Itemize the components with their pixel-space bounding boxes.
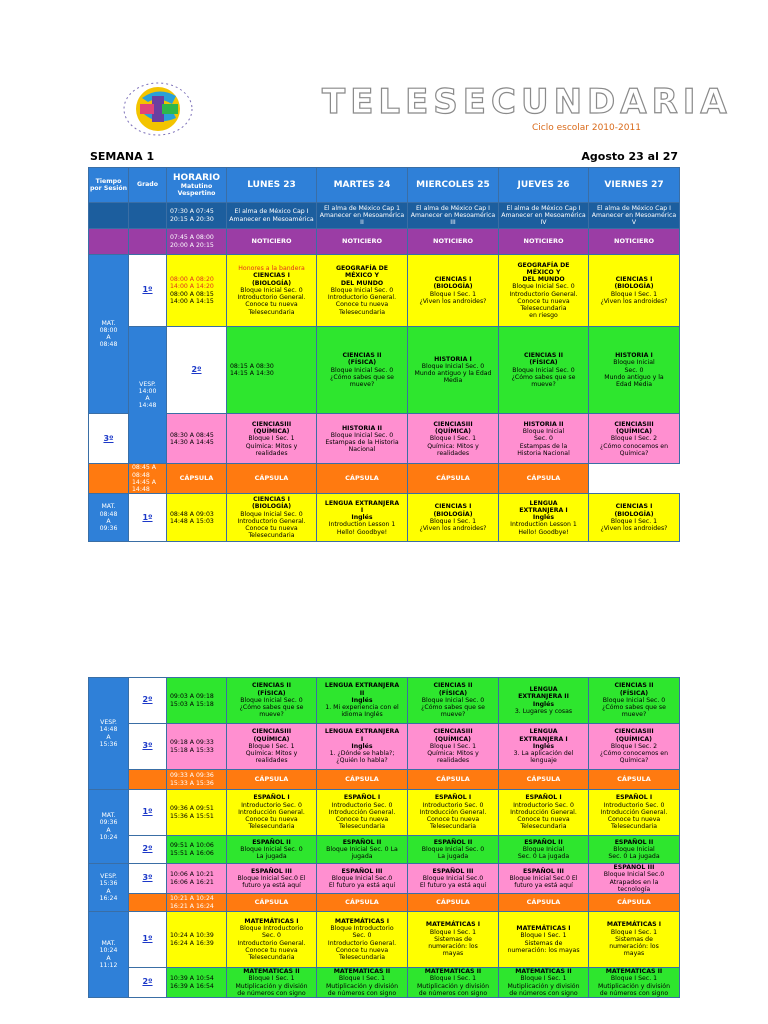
schedule-row (89, 678, 680, 724)
class-cell: ESPAÑOL II Bloque Inicial Sec. 0 La jugada (227, 836, 317, 864)
grade-link-cell (129, 724, 167, 770)
telesecundaria-logo (118, 76, 200, 138)
time-slot-cell: 10:21 A 10:24 16:21 A 16:24 (167, 894, 227, 912)
header-day-friday: VIERNES 27 (589, 168, 680, 203)
class-cell: HISTORIA II Bloque Inicial Sec. 0 Estampas de la Historia Nacional (317, 414, 408, 464)
time-slot-cell: 08:15 A 08:30 14:15 A 14:30 (227, 327, 317, 414)
week-label: SEMANA 1 (90, 150, 155, 163)
grade-link[interactable]: 2º (142, 977, 153, 987)
class-cell: CIENCIASIII (QUÍMICA) Bloque I Sec. 2 ¿Cómo conocemos en Química? (589, 724, 680, 770)
header-day-thursday: JUEVES 26 (499, 168, 589, 203)
class-cell: Honores a la bandera CIENCIAS I (BIOLOGÍA) Bloque Inicial Sec. 0 Introductorio General. Conoce tu nueva Telesecundaria (227, 255, 317, 327)
grade-link[interactable]: 3º (142, 873, 153, 883)
class-cell: HISTORIA II Bloque Inicial Sec. 0 Estampas de la Historia Nacional (499, 414, 589, 464)
session-time-cell: MAT. 10:24 A 11:12 (89, 912, 129, 998)
class-cell: CIENCIAS I (BIOLOGÍA) Bloque I Sec. 1 ¿Viven los androides? (589, 494, 680, 542)
class-cell: CÁPSULA (227, 894, 317, 912)
schedule-row (89, 255, 680, 327)
class-cell: ESPAÑOL II Bloque Inicial Sec. 0 La jugada (317, 836, 408, 864)
time-slot-cell: 08:30 A 08:45 14:30 A 14:45 (167, 414, 227, 464)
schedule-table-page-2 (88, 677, 680, 998)
grade-link-cell (167, 327, 227, 414)
class-cell: CÁPSULA (167, 464, 227, 494)
class-cell: ESPAÑOL III Bloque Inicial Sec.0 El futuro ya está aquí (227, 864, 317, 894)
class-cell: CIENCIAS II (FÍSICA) Bloque Inicial Sec. 0 ¿Cómo sabes que se mueve? (589, 678, 680, 724)
time-slot-cell: 08:45 A 08:48 14:45 A 14:48 (129, 464, 167, 494)
class-cell: CIENCIASIII (QUÍMICA) Bloque I Sec. 1 Química: Mitos y realidades (408, 414, 499, 464)
schedule-row (89, 494, 680, 542)
class-cell: CIENCIAS II (FÍSICA) Bloque Inicial Sec. 0 ¿Cómo sabes que se mueve? (499, 327, 589, 414)
class-cell: ESPAÑOL I Introductorio Sec. 0 Introducción General. Conoce tu nueva Telesecundaria (317, 790, 408, 836)
grade-link[interactable]: 1º (142, 512, 153, 522)
class-cell: MATEMÁTICAS II Bloque I Sec. 1 Mutiplicación y división de números con signo (227, 968, 317, 998)
grade-link-cell (89, 414, 129, 464)
class-cell: ESPAÑOL II Bloque Inicial Sec. 0 La jugada (499, 836, 589, 864)
schedule-row (89, 229, 680, 255)
grade-cell-empty (129, 770, 167, 790)
header-day-tuesday: MARTES 24 (317, 168, 408, 203)
class-cell: CIENCIAS I (BIOLOGÍA) Bloque I Sec. 1 ¿Viven los androides? (408, 255, 499, 327)
brand-title: TELESECUNDARIA (322, 82, 732, 122)
schedule-row (89, 464, 680, 494)
time-slot-cell: 09:18 A 09:33 15:18 A 15:33 (167, 724, 227, 770)
class-cell: CIENCIAS I (BIOLOGÍA) Bloque Inicial Sec. 0 Introductorio General. Conoce tu nueva Telesecundaria (227, 494, 317, 542)
class-cell: CÁPSULA (317, 464, 408, 494)
class-cell: MATEMÁTICAS II Bloque I Sec. 1 Mutiplicación y división de números con signo (317, 968, 408, 998)
class-cell: CIENCIASIII (QUÍMICA) Bloque I Sec. 1 Química: Mitos y realidades (227, 414, 317, 464)
class-cell: HISTORIA I Bloque Inicial Sec. 0 Mundo antiguo y la Edad Media (589, 327, 680, 414)
schedule-row (89, 724, 680, 770)
session-time-cell: VESP. 14:00 A 14:48 (129, 327, 167, 464)
grade-link[interactable]: 1º (142, 934, 153, 944)
grade-link[interactable]: 3º (103, 433, 114, 443)
grade-cell-empty (129, 894, 167, 912)
schedule-row (89, 912, 680, 968)
header-horario: HORARIO Matutino Vespertino (167, 168, 227, 203)
time-slot-cell: 10:39 A 10:54 16:39 A 16:54 (167, 968, 227, 998)
class-cell: HISTORIA I Bloque Inicial Sec. 0 Mundo antiguo y la Edad Media (408, 327, 499, 414)
schedule-row (89, 864, 680, 894)
header-grado: Grado (129, 168, 167, 203)
class-cell: LENGUA EXTRANJERA I Inglés Introduction Lesson 1 Hello! Goodbye! (499, 494, 589, 542)
time-slot-cell: 10:06 A 10:21 16:06 A 16:21 (167, 864, 227, 894)
class-cell: CÁPSULA (227, 770, 317, 790)
class-cell: El alma de México Cap I Amanecer en Mesoamérica V (589, 203, 680, 229)
schedule-row (89, 327, 680, 414)
class-cell: El alma de México Cap I Amanecer en Mesoamérica IV (499, 203, 589, 229)
grade-link-cell (129, 494, 167, 542)
class-cell: LENGUA EXTRANJERA I Inglés Introduction Lesson 1 Hello! Goodbye! (317, 494, 408, 542)
time-slot-cell: 09:36 A 09:51 15:36 A 15:51 (167, 790, 227, 836)
schedule-row (89, 203, 680, 229)
class-cell: MATEMÁTICAS I Bloque Introductorio Sec. 0 Introductorio General. Conoce tu nueva Telesecundaria (227, 912, 317, 968)
class-cell: MATEMÁTICAS I Bloque I Sec. 1 Sistemas de numeración: los mayas (589, 912, 680, 968)
class-cell: ESPAÑOL I Introductorio Sec. 0 Introducción General. Conoce tu nueva Telesecundaria (408, 790, 499, 836)
header-day-monday: LUNES 23 (227, 168, 317, 203)
time-slot-cell: 08:00 A 08:20 14:00 A 14:20 08:00 A 08:15 14:00 A 14:15 (167, 255, 227, 327)
grade-link[interactable]: 2º (142, 695, 153, 705)
class-cell: GEOGRAFÍA DE MÉXICO Y DEL MUNDO Bloque Inicial Sec. 0 Introductorio General. Conoce tu nueva Telesecundaria en riesgo (499, 255, 589, 327)
schedule-table-page-1 (88, 167, 680, 542)
header-day-wednesday: MIERCOLES 25 (408, 168, 499, 203)
time-slot-cell: 09:33 A 09:36 15:33 A 15:36 (167, 770, 227, 790)
class-cell: CÁPSULA (499, 464, 589, 494)
class-cell: MATEMÁTICAS I Bloque I Sec. 1 Sistemas de numeración: los mayas (499, 912, 589, 968)
time-slot-cell: 10:24 A 10:39 16:24 A 16:39 (167, 912, 227, 968)
session-time-cell: VESP. 15:36 A 16:24 (89, 864, 129, 912)
schedule-row (89, 790, 680, 836)
class-cell: CIENCIAS I (BIOLOGÍA) Bloque I Sec. 1 ¿Viven los androides? (589, 255, 680, 327)
schedule-row (89, 836, 680, 864)
session-time-cell: MAT. 09:36 A 10:24 (89, 790, 129, 864)
time-slot-cell: 09:03 A 09:18 15:03 A 15:18 (167, 678, 227, 724)
grade-link-cell (129, 968, 167, 998)
grade-link-cell (129, 864, 167, 894)
flag-ceremony-time: 08:00 A 08:20 14:00 A 14:20 (170, 276, 214, 291)
grade-link[interactable]: 1º (142, 285, 153, 295)
class-cell: CÁPSULA (317, 770, 408, 790)
session-cell-empty (89, 229, 129, 255)
class-cell: MATEMÁTICAS II Bloque I Sec. 1 Mutiplicación y división de números con signo (408, 968, 499, 998)
class-cell: CÁPSULA (408, 464, 499, 494)
class-cell: CÁPSULA (408, 770, 499, 790)
grade-link-cell (129, 790, 167, 836)
class-cell: El alma de México Cap 1 Amanecer en Mesoamérica II (317, 203, 408, 229)
class-cell: ESPAÑOL I Introductorio Sec. 0 Introducción General. Conoce tu nueva Telesecundaria (499, 790, 589, 836)
class-cell: NOTICIERO (408, 229, 499, 255)
grade-link[interactable]: 1º (142, 807, 153, 817)
class-cell: ESPAÑOL III Bloque Inicial Sec.0 El futuro ya está aquí (499, 864, 589, 894)
class-cell: ESPAÑOL III Bloque Inicial Sec.0 El futuro ya está aquí (317, 864, 408, 894)
class-cell: CIENCIAS I (BIOLOGÍA) Bloque I Sec. 1 ¿Viven los androides? (408, 494, 499, 542)
grade-link[interactable]: 3º (142, 741, 153, 751)
header-tiempo: Tiempo por Sesión (89, 168, 129, 203)
time-slot-cell: 08:48 A 09:03 14:48 A 15:03 (167, 494, 227, 542)
time-slot-cell: 09:51 A 10:06 15:51 A 16:06 (167, 836, 227, 864)
session-time-cell: MAT. 08:00 A 08:48 (89, 255, 129, 414)
grade-link-cell (129, 912, 167, 968)
session-time-cell: VESP. 14:48 A 15:36 (89, 678, 129, 790)
class-cell: GEOGRAFÍA DE MÉXICO Y DEL MUNDO Bloque Inicial Sec. 0 Introductorio General. Conoce tu nueva Telesecundaria (317, 255, 408, 327)
schedule-row (89, 968, 680, 998)
time-slot-cell: 07:30 A 07:45 20:15 A 20:30 (167, 203, 227, 229)
class-cell: MATEMÁTICAS I Bloque I Sec. 1 Sistemas de numeración: los mayas (408, 912, 499, 968)
grade-cell-empty (129, 229, 167, 255)
schedule-row (89, 894, 680, 912)
class-cell: CIENCIASIII (QUÍMICA) Bloque I Sec. 2 ¿Cómo conocemos en Química? (589, 414, 680, 464)
grade-cell-empty (129, 203, 167, 229)
grade-link-cell (129, 836, 167, 864)
class-cell: LENGUA EXTRANJERA II Inglés 1. Mi experiencia con el idioma Inglés (317, 678, 408, 724)
schedule-row (89, 770, 680, 790)
class-cell: CÁPSULA (499, 894, 589, 912)
class-cell: NOTICIERO (227, 229, 317, 255)
class-cell: CIENCIASIII (QUÍMICA) Bloque I Sec. 1 Química: Mitos y realidades (408, 724, 499, 770)
grade-link-cell (129, 255, 167, 327)
class-cell: ESPAÑOL II Bloque Inicial Sec. 0 La jugada (589, 836, 680, 864)
class-cell: MATEMÁTICAS II Bloque I Sec. 1 Mutiplicación y división de números con signo (589, 968, 680, 998)
class-cell: CÁPSULA (589, 770, 680, 790)
class-cell: El alma de México Cap I Amanecer en Mesoamérica (227, 203, 317, 229)
class-cell: CIENCIAS II (FÍSICA) Bloque Inicial Sec. 0 ¿Cómo sabes que se mueve? (317, 327, 408, 414)
class-cell: NOTICIERO (317, 229, 408, 255)
class-cell: CÁPSULA (589, 894, 680, 912)
class-cell: CÁPSULA (499, 770, 589, 790)
schedule-row (89, 414, 680, 464)
class-cell: LENGUA EXTRANJERA II Inglés 3. Lugares y cosas (499, 678, 589, 724)
class-cell: CIENCIAS II (FÍSICA) Bloque Inicial Sec. 0 ¿Cómo sabes que se mueve? (227, 678, 317, 724)
class-cell: MATEMÁTICAS I Bloque Introductorio Sec. 0 Introductorio General. Conoce tu nueva Telesecundaria (317, 912, 408, 968)
class-cell: LENGUA EXTRANJERA I Inglés 3. La aplicación del lenguaje (499, 724, 589, 770)
class-cell: CÁPSULA (227, 464, 317, 494)
class-cell: CIENCIAS II (FÍSICA) Bloque Inicial Sec. 0 ¿Cómo sabes que se mueve? (408, 678, 499, 724)
class-cell: MATEMÁTICAS II Bloque I Sec. 1 Mutiplicación y división de números con signo (499, 968, 589, 998)
class-cell: ESPAÑOL III Bloque Inicial Sec.0 El futuro ya está aquí (408, 864, 499, 894)
school-cycle: Ciclo escolar 2010-2011 (532, 123, 641, 133)
grade-cell-empty (89, 464, 129, 494)
class-cell: CIENCIASIII (QUÍMICA) Bloque I Sec. 1 Química: Mitos y realidades (227, 724, 317, 770)
class-cell: ESPAÑOL II Bloque Inicial Sec. 0 La jugada (408, 836, 499, 864)
class-cell: CÁPSULA (317, 894, 408, 912)
class-cell: ESPAÑOL I Introductorio Sec. 0 Introducción General. Conoce tu nueva Telesecundaria (589, 790, 680, 836)
grade-link[interactable]: 2º (191, 365, 202, 375)
session-cell-empty (89, 203, 129, 229)
class-cell: NOTICIERO (589, 229, 680, 255)
class-cell: LENGUA EXTRANJERA I Inglés 1. ¿Dónde se habla?; ¿Quién lo habla? (317, 724, 408, 770)
class-cell: NOTICIERO (499, 229, 589, 255)
time-slot-cell: 07:45 A 08:00 20:00 A 20:15 (167, 229, 227, 255)
session-time-cell: MAT. 08:48 A 09:36 (89, 494, 129, 542)
class-cell: ESPAÑOL III Bloque Inicial Sec.0 Atrapados en la tecnología (589, 864, 680, 894)
class-cell: El alma de México Cap I Amanecer en Mesoamérica III (408, 203, 499, 229)
class-cell: CÁPSULA (408, 894, 499, 912)
grade-link[interactable]: 2º (142, 844, 153, 854)
grade-link-cell (129, 678, 167, 724)
class-cell: ESPAÑOL I Introductorio Sec. 0 Introducción General. Conoce tu nueva Telesecundaria (227, 790, 317, 836)
week-dates: Agosto 23 al 27 (581, 150, 678, 163)
